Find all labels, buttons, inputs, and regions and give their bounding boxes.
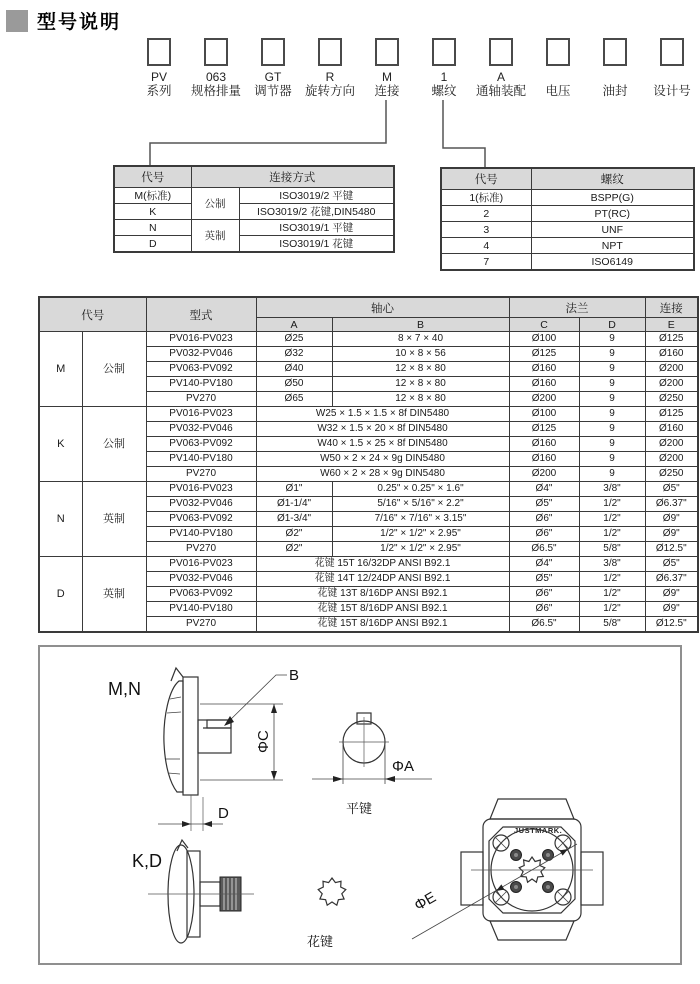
spec-e-cell: Ø12.5": [645, 617, 698, 633]
table-row: [441, 254, 694, 271]
spec-header-type: 型式: [146, 297, 256, 332]
conn-method-cell: ISO3019/2 平键: [239, 188, 394, 204]
kd-label: K,D: [132, 851, 163, 871]
spec-c-cell: Ø6.5": [509, 617, 579, 633]
spec-shaft-cell: W60 × 2 × 28 × 9g DIN5480: [256, 467, 509, 482]
spec-d-cell: 9: [579, 407, 645, 422]
table-row: [114, 204, 394, 220]
spec-model-cell: PV032-PV046: [146, 572, 256, 587]
kd-side-view: [132, 840, 254, 943]
spec-a-cell: Ø65: [256, 392, 332, 407]
spec-a-cell: Ø50: [256, 377, 332, 392]
spec-model-cell: PV063-PV092: [146, 362, 256, 377]
spec-d-cell: 1/2": [579, 572, 645, 587]
spec-d-cell: 9: [579, 422, 645, 437]
spec-model-cell: PV270: [146, 617, 256, 633]
model-box: [261, 38, 285, 66]
spec-e-cell: Ø5": [645, 557, 698, 572]
spec-d-cell: 9: [579, 392, 645, 407]
model-field: [586, 38, 644, 99]
table-row: [441, 222, 694, 238]
model-code-value: 063: [205, 70, 227, 84]
model-code-value: GT: [264, 70, 282, 84]
spec-a-cell: Ø1-1/4": [256, 497, 332, 512]
spec-e-cell: Ø160: [645, 347, 698, 362]
model-box: [147, 38, 171, 66]
spec-d-cell: 1/2": [579, 587, 645, 602]
spec-c-cell: Ø160: [509, 437, 579, 452]
spec-d-cell: 5/8": [579, 542, 645, 557]
model-field: [643, 38, 700, 99]
spec-shaft-cell: W32 × 1.5 × 20 × 8f DIN5480: [256, 422, 509, 437]
model-code-diagram: [0, 38, 700, 98]
spec-c-cell: Ø5": [509, 497, 579, 512]
spec-a-cell: Ø25: [256, 332, 332, 347]
spec-model-cell: PV032-PV046: [146, 497, 256, 512]
spec-model-cell: PV270: [146, 392, 256, 407]
spec-b-cell: 12 × 8 × 80: [332, 362, 509, 377]
model-field-label: 调节器: [254, 84, 292, 98]
brand-text: JUSTMARK.: [514, 826, 563, 835]
spec-model-cell: PV140-PV180: [146, 452, 256, 467]
model-box: [546, 38, 570, 66]
spec-subheader-b: B: [332, 318, 509, 332]
spec-a-cell: Ø40: [256, 362, 332, 377]
model-field: [244, 38, 302, 99]
spec-e-cell: Ø200: [645, 452, 698, 467]
conn-table-header-method: 连接方式: [191, 166, 394, 188]
model-code-value: [643, 70, 700, 84]
conn-code-cell: N: [114, 220, 191, 236]
spec-a-cell: Ø2": [256, 527, 332, 542]
spec-e-cell: Ø9": [645, 527, 698, 542]
model-code-value: [529, 70, 587, 84]
spec-model-cell: PV032-PV046: [146, 347, 256, 362]
table-row: [39, 332, 698, 347]
conn-method-cell: ISO3019/1 花键: [239, 236, 394, 253]
phi-e-dim-label: ΦE: [411, 888, 440, 915]
spec-c-cell: Ø6.5": [509, 542, 579, 557]
spec-b-cell: 12 × 8 × 80: [332, 392, 509, 407]
model-code-value: PV: [150, 70, 167, 84]
model-field: [529, 38, 587, 99]
spec-shaft-cell: W50 × 2 × 24 × 9g DIN5480: [256, 452, 509, 467]
spec-b-cell: 5/16" × 5/16" × 2.2": [332, 497, 509, 512]
table-row: [114, 220, 394, 236]
spec-model-cell: PV016-PV023: [146, 482, 256, 497]
spec-c-cell: Ø160: [509, 452, 579, 467]
spec-shaft-cell: 花键 15T 8/16DP ANSI B92.1: [256, 617, 509, 633]
spec-d-cell: 9: [579, 437, 645, 452]
model-field-label: 旋转方向: [304, 84, 355, 98]
spec-model-cell: PV016-PV023: [146, 407, 256, 422]
model-box: [204, 38, 228, 66]
model-field-label: 油封: [602, 84, 628, 98]
spec-code-cell: N: [39, 482, 82, 557]
spec-d-cell: 1/2": [579, 497, 645, 512]
spec-c-cell: Ø6": [509, 587, 579, 602]
spec-e-cell: Ø200: [645, 377, 698, 392]
model-field: [130, 38, 188, 99]
spec-d-cell: 3/8": [579, 557, 645, 572]
spec-d-cell: 3/8": [579, 482, 645, 497]
table-row: [114, 236, 394, 253]
spec-shaft-cell: W25 × 1.5 × 1.5 × 8f DIN5480: [256, 407, 509, 422]
spec-c-cell: Ø125: [509, 347, 579, 362]
spec-model-cell: PV016-PV023: [146, 332, 256, 347]
spec-model-cell: PV063-PV092: [146, 512, 256, 527]
thread-value-cell: NPT: [531, 238, 694, 254]
page-title: 型号说明: [37, 12, 122, 33]
spec-d-cell: 9: [579, 332, 645, 347]
model-box: [489, 38, 513, 66]
spec-subheader-c: C: [509, 318, 579, 332]
spec-d-cell: 9: [579, 377, 645, 392]
table-row: [39, 407, 698, 422]
spec-d-cell: 1/2": [579, 527, 645, 542]
spec-subheader-e: E: [645, 318, 698, 332]
spec-e-cell: Ø6.37": [645, 572, 698, 587]
flat-key-section: [312, 713, 432, 816]
table-row: [441, 238, 694, 254]
spec-e-cell: Ø125: [645, 407, 698, 422]
spec-shaft-cell: 花键 15T 16/32DP ANSI B92.1: [256, 557, 509, 572]
spec-model-cell: PV270: [146, 467, 256, 482]
flat-key-label: 平键: [346, 801, 373, 816]
spec-table: [38, 296, 699, 633]
model-box: [318, 38, 342, 66]
spec-e-cell: Ø200: [645, 437, 698, 452]
spec-code-cell: M: [39, 332, 82, 407]
spec-unit-cell: 公制: [82, 407, 146, 482]
spec-code-cell: K: [39, 407, 82, 482]
spline-label: 花键: [307, 934, 334, 949]
spec-c-cell: Ø5": [509, 572, 579, 587]
spec-a-cell: Ø1": [256, 482, 332, 497]
spec-c-cell: Ø200: [509, 467, 579, 482]
mn-side-view: [108, 667, 299, 831]
model-code-value: R: [325, 70, 335, 84]
thread-table-header-thread: 螺纹: [531, 168, 694, 190]
spec-c-cell: Ø160: [509, 377, 579, 392]
spec-c-cell: Ø100: [509, 407, 579, 422]
spec-model-cell: PV016-PV023: [146, 557, 256, 572]
spec-b-cell: 10 × 8 × 56: [332, 347, 509, 362]
table-row: [441, 190, 694, 206]
spec-unit-cell: 公制: [82, 332, 146, 407]
spec-shaft-cell: W40 × 1.5 × 25 × 8f DIN5480: [256, 437, 509, 452]
conn-unit-cell: 公制: [191, 188, 239, 220]
spec-e-cell: Ø9": [645, 602, 698, 617]
model-field-label: 连接: [374, 84, 400, 98]
spec-model-cell: PV063-PV092: [146, 437, 256, 452]
model-field-label: 规格排量: [190, 84, 241, 98]
thread-code-cell: 7: [441, 254, 531, 271]
spec-c-cell: Ø6": [509, 602, 579, 617]
conn-unit-cell: 英制: [191, 220, 239, 253]
spec-model-cell: PV140-PV180: [146, 377, 256, 392]
spec-d-cell: 9: [579, 347, 645, 362]
model-field: [358, 38, 416, 99]
thread-code-cell: 4: [441, 238, 531, 254]
spec-c-cell: Ø100: [509, 332, 579, 347]
conn-method-cell: ISO3019/2 花键,DIN5480: [239, 204, 394, 220]
spline-section: [307, 878, 346, 949]
spec-d-cell: 1/2": [579, 602, 645, 617]
spec-e-cell: Ø12.5": [645, 542, 698, 557]
model-field-label: 螺纹: [431, 84, 457, 98]
conn-table-header-code: 代号: [114, 166, 191, 188]
thread-code-cell: 3: [441, 222, 531, 238]
spec-d-cell: 1/2": [579, 512, 645, 527]
spec-model-cell: PV032-PV046: [146, 422, 256, 437]
model-box: [660, 38, 684, 66]
model-box: [603, 38, 627, 66]
conn-code-cell: K: [114, 204, 191, 220]
mn-label: M,N: [108, 679, 141, 699]
thread-table-header-code: 代号: [441, 168, 531, 190]
spec-b-cell: 0.25" × 0.25" × 1.6": [332, 482, 509, 497]
spec-a-cell: Ø32: [256, 347, 332, 362]
thread-code-cell: 1(标准): [441, 190, 531, 206]
spec-b-cell: 1/2" × 1/2" × 2.95": [332, 527, 509, 542]
model-field: [301, 38, 359, 99]
dimension-diagram: [38, 645, 682, 965]
pump-front-view: [412, 799, 604, 940]
d-dim-label: D: [218, 805, 229, 822]
spec-c-cell: Ø6": [509, 512, 579, 527]
spec-model-cell: PV270: [146, 542, 256, 557]
table-row: [39, 557, 698, 572]
spec-e-cell: Ø160: [645, 422, 698, 437]
spec-d-cell: 9: [579, 467, 645, 482]
model-field-label: 设计号: [653, 84, 691, 98]
spec-shaft-cell: 花键 14T 12/24DP ANSI B92.1: [256, 572, 509, 587]
spec-b-cell: 12 × 8 × 80: [332, 377, 509, 392]
model-field-label: 通轴装配: [475, 84, 526, 98]
table-row: [441, 206, 694, 222]
model-field-label: 系列: [146, 84, 172, 98]
thread-value-cell: PT(RC): [531, 206, 694, 222]
model-field: [472, 38, 530, 99]
spec-c-cell: Ø4": [509, 557, 579, 572]
spec-unit-cell: 英制: [82, 482, 146, 557]
spec-header-code: 代号: [39, 297, 146, 332]
spec-d-cell: 9: [579, 452, 645, 467]
model-code-value: [586, 70, 644, 84]
spec-e-cell: Ø125: [645, 332, 698, 347]
spec-b-cell: 7/16" × 7/16" × 3.15": [332, 512, 509, 527]
spec-a-cell: Ø1-3/4": [256, 512, 332, 527]
model-box: [375, 38, 399, 66]
spec-subheader-a: A: [256, 318, 332, 332]
spec-header-shaft: 轴心: [256, 297, 509, 318]
spec-model-cell: PV140-PV180: [146, 602, 256, 617]
spec-e-cell: Ø9": [645, 512, 698, 527]
table-row: [114, 188, 394, 204]
spec-c-cell: Ø6": [509, 527, 579, 542]
spec-e-cell: Ø6.37": [645, 497, 698, 512]
model-field: [187, 38, 245, 99]
b-dim-label: B: [289, 667, 300, 684]
spec-e-cell: Ø200: [645, 362, 698, 377]
spec-shaft-cell: 花键 15T 8/16DP ANSI B92.1: [256, 602, 509, 617]
spec-c-cell: Ø160: [509, 362, 579, 377]
spec-b-cell: 1/2" × 1/2" × 2.95": [332, 542, 509, 557]
spec-code-cell: D: [39, 557, 82, 633]
spec-c-cell: Ø200: [509, 392, 579, 407]
spec-d-cell: 9: [579, 362, 645, 377]
model-code-value: M: [382, 70, 392, 84]
model-code-value: A: [496, 70, 505, 84]
spec-b-cell: 8 × 7 × 40: [332, 332, 509, 347]
conn-code-cell: M(标准): [114, 188, 191, 204]
model-code-value: 1: [440, 70, 448, 84]
spec-model-cell: PV063-PV092: [146, 587, 256, 602]
spec-e-cell: Ø250: [645, 392, 698, 407]
model-field: [415, 38, 473, 99]
thread-value-cell: ISO6149: [531, 254, 694, 271]
spec-e-cell: Ø5": [645, 482, 698, 497]
model-field-label: 电压: [545, 84, 571, 98]
spec-c-cell: Ø125: [509, 422, 579, 437]
spec-subheader-d: D: [579, 318, 645, 332]
thread-code-table: [440, 167, 695, 271]
conn-code-cell: D: [114, 236, 191, 253]
thread-value-cell: BSPP(G): [531, 190, 694, 206]
spec-c-cell: Ø4": [509, 482, 579, 497]
phi-a-dim-label: ΦA: [392, 758, 414, 775]
spec-header-flange: 法兰: [509, 297, 645, 318]
connection-code-table: [113, 165, 395, 253]
model-box: [432, 38, 456, 66]
table-row: [39, 482, 698, 497]
section-title: [6, 7, 121, 34]
spec-d-cell: 5/8": [579, 617, 645, 633]
spec-e-cell: Ø250: [645, 467, 698, 482]
thread-value-cell: UNF: [531, 222, 694, 238]
title-bullet-icon: [6, 10, 28, 32]
thread-code-cell: 2: [441, 206, 531, 222]
spec-header-connection: 连接: [645, 297, 698, 318]
phi-c-dim-label: ΦC: [255, 730, 272, 753]
spec-model-cell: PV140-PV180: [146, 527, 256, 542]
conn-method-cell: ISO3019/1 平键: [239, 220, 394, 236]
spec-a-cell: Ø2": [256, 542, 332, 557]
spec-shaft-cell: 花键 13T 8/16DP ANSI B92.1: [256, 587, 509, 602]
spec-unit-cell: 英制: [82, 557, 146, 633]
spec-e-cell: Ø9": [645, 587, 698, 602]
